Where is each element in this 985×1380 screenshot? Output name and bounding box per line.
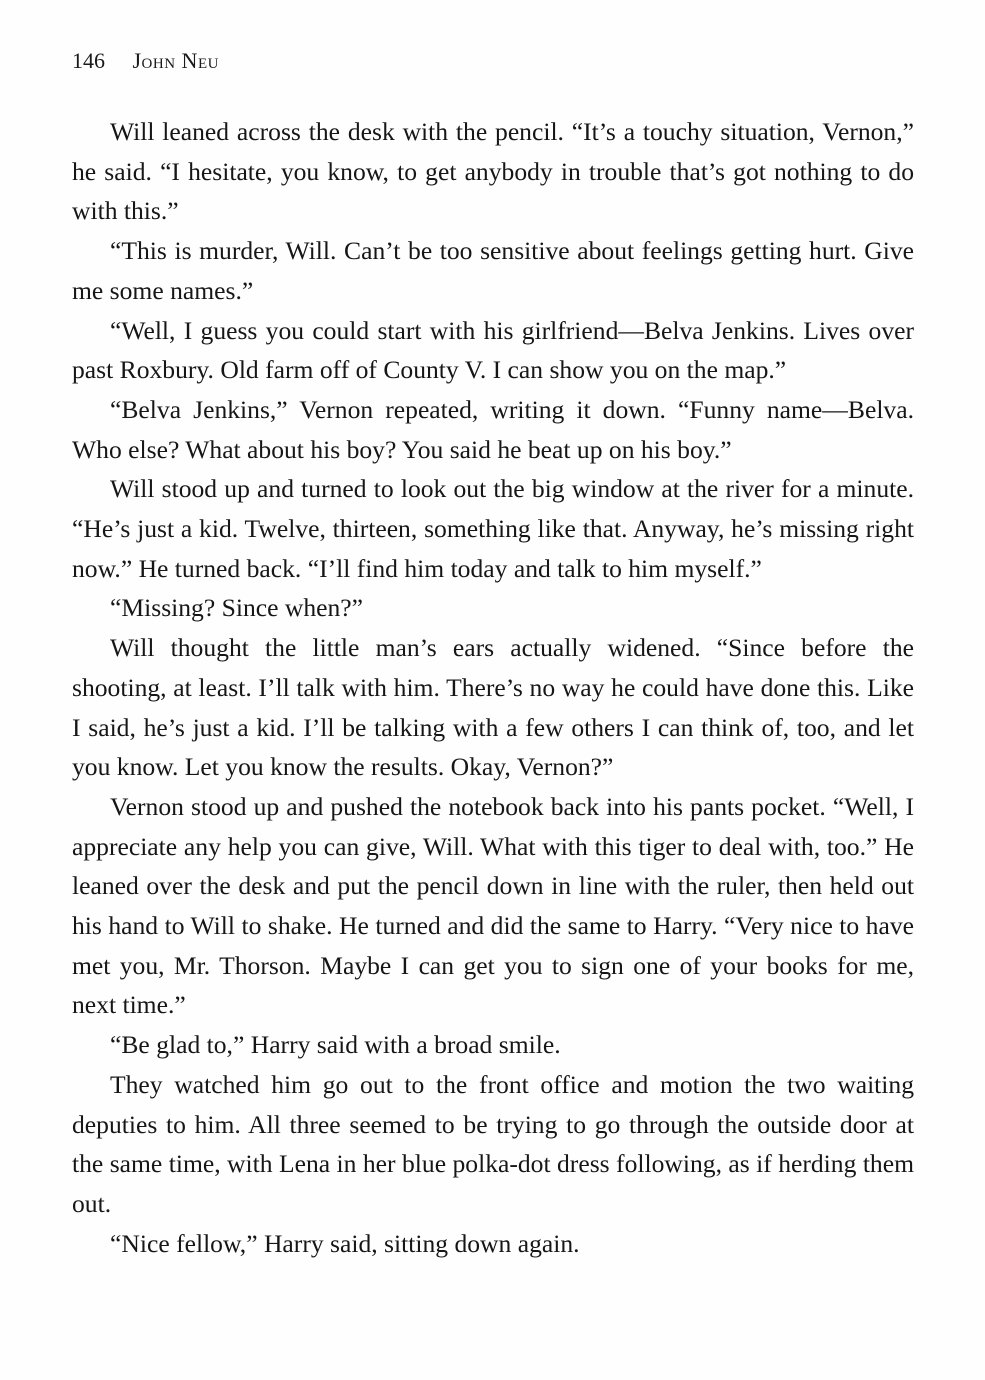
page-number: 146: [72, 48, 105, 73]
paragraph: “Belva Jenkins,” Vernon repeated, writing it down. “Funny name—Belva. Who else? What about his boy? You said he beat up on his boy.”: [72, 394, 914, 464]
paragraph: Will stood up and turned to look out the big window at the river for a minute. “He’s just a kid. Twelve, thirteen, something like that. Anyway, he’s missing right now.” He turned back. “I’ll find him today and talk to him myself.”: [72, 474, 914, 583]
page-header: [72, 48, 219, 74]
running-head-author: John Neu: [132, 48, 219, 73]
paragraph: “This is murder, Will. Can’t be too sensitive about feelings getting hurt. Give me some names.”: [72, 236, 914, 305]
paragraph: Will thought the little man’s ears actually widened. “Since before the shooting, at least. I’ll talk with him. There’s no way he could have done this. Like I said, he’s just a kid. I’ll be talking with a few others I can think of, too, and let you know. Let you know the results. Okay, Vernon?”: [72, 633, 914, 782]
paragraph: “Well, I guess you could start with his girlfriend—Belva Jenkins. Lives over past Roxbury. Old farm off of County V. I can show you on the map.”: [72, 315, 914, 385]
body-text: [72, 112, 914, 1263]
paragraph: Vernon stood up and pushed the notebook back into his pants pocket. “Well, I appreciate any help you can give, Will. What with this tiger to deal with, too.” He leaned over the desk and put the pencil down in line with the ruler, then held out his hand to Will to shake. He turned and did the same to Harry. “Very nice to have met you, Mr. Thorson. Maybe I can get you to sign one of your books for me, next time.”: [72, 791, 914, 1020]
paragraph: Will leaned across the desk with the pencil. “It’s a touchy situation, Vernon,” he said. “I hesitate, you know, to get anybody in trouble that’s got nothing to do with this.”: [72, 117, 914, 226]
paragraph: “Nice fellow,” Harry said, sitting down again.: [110, 1228, 580, 1258]
paragraph: They watched him go out to the front office and motion the two waiting deputies to him. All three seemed to be trying to go through the outside door at the same time, with Lena in her blue polka-dot dress following, as if herding them out.: [72, 1069, 914, 1218]
paragraph: “Be glad to,” Harry said with a broad smile.: [110, 1030, 561, 1060]
paragraph: “Missing? Since when?”: [110, 593, 364, 623]
